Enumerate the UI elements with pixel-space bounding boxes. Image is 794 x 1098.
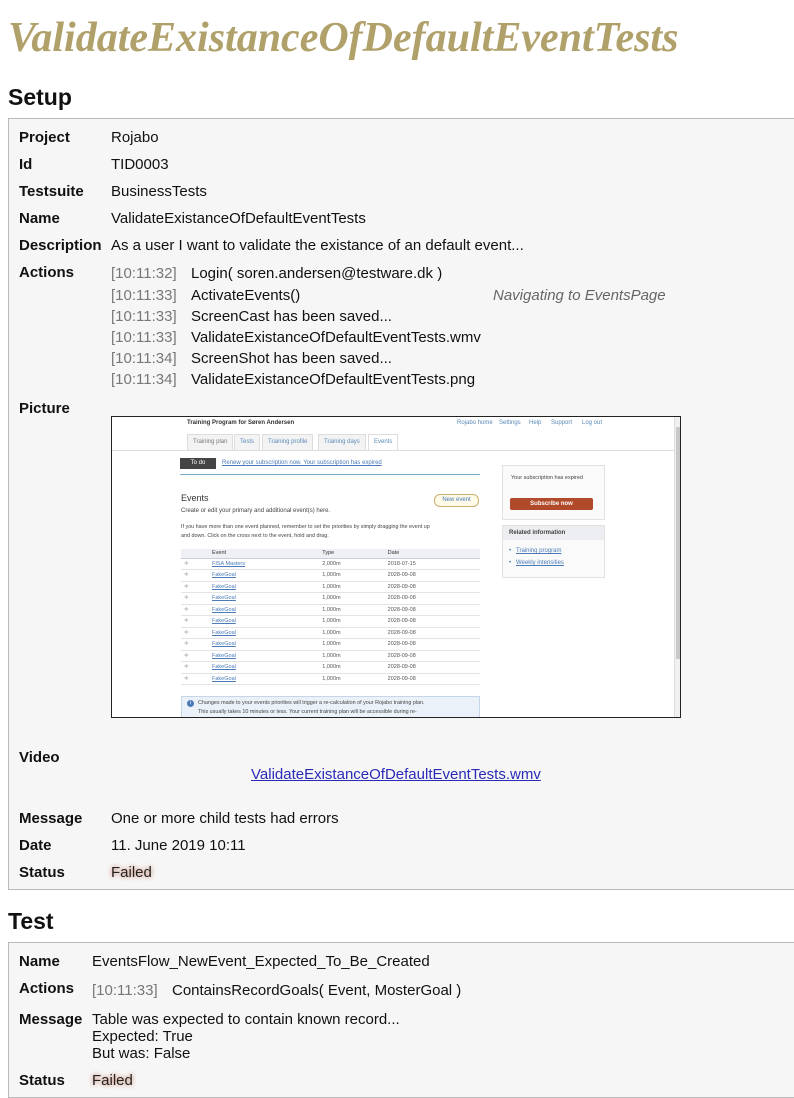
setup-heading: Setup bbox=[8, 84, 72, 110]
action-text: ScreenShot has been saved... bbox=[191, 350, 392, 367]
shot-todo-link: Renew your subscription now. Your subscription has expired bbox=[222, 460, 382, 466]
shot-related-box bbox=[502, 525, 605, 578]
shot-tab-training-profile: Training profile bbox=[262, 434, 313, 450]
shot-subscribe-button: Subscribe now bbox=[510, 498, 593, 510]
drag-handle-icon: ✛ bbox=[181, 662, 209, 674]
shot-cell-event: FakeGoal bbox=[209, 570, 319, 582]
shot-table-row bbox=[181, 650, 480, 662]
test-panel bbox=[8, 942, 794, 1098]
shot-bullet-icon: • bbox=[509, 560, 512, 566]
info-icon: i bbox=[187, 700, 194, 707]
test-message-line: Expected: True bbox=[92, 1028, 193, 1045]
id-value: TID0003 bbox=[111, 156, 169, 173]
shot-col-drag bbox=[181, 549, 209, 558]
shot-table-row bbox=[181, 558, 480, 570]
date-label: Date bbox=[19, 837, 52, 854]
shot-cell-type: 2,000m bbox=[319, 558, 384, 570]
drag-handle-icon: ✛ bbox=[181, 558, 209, 570]
action-text: ValidateExistanceOfDefaultEventTests.wmv bbox=[191, 329, 481, 346]
shot-table-header-row bbox=[181, 549, 480, 558]
shot-related-heading: Related information bbox=[509, 530, 566, 536]
action-text: ActivateEvents() bbox=[191, 287, 301, 304]
testsuite-label: Testsuite bbox=[19, 183, 84, 200]
shot-cell-type: 1,000m bbox=[319, 662, 384, 674]
shot-scrollbar bbox=[674, 417, 681, 718]
description-label: Description bbox=[19, 237, 102, 254]
test-actions-label: Actions bbox=[19, 980, 75, 997]
shot-cell-date: 2028-09-08 bbox=[385, 639, 480, 651]
shot-cell-date: 2028-09-08 bbox=[385, 650, 480, 662]
testsuite-value: BusinessTests bbox=[111, 183, 207, 200]
project-label: Project bbox=[19, 129, 70, 146]
shot-col-type: Type bbox=[319, 549, 384, 558]
shot-cell-date: 2028-09-08 bbox=[385, 662, 480, 674]
project-value: Rojabo bbox=[111, 129, 159, 146]
shot-table-row bbox=[181, 593, 480, 605]
shot-table-row bbox=[181, 604, 480, 616]
shot-cell-date: 2028-09-08 bbox=[385, 570, 480, 582]
video-link[interactable]: ValidateExistanceOfDefaultEventTests.wmv bbox=[251, 766, 541, 783]
shot-cell-date: 2028-09-08 bbox=[385, 627, 480, 639]
shot-table-row bbox=[181, 639, 480, 651]
shot-bullet-icon: • bbox=[509, 548, 512, 554]
message-value: One or more child tests had errors bbox=[111, 810, 339, 827]
name-value: ValidateExistanceOfDefaultEventTests bbox=[111, 210, 366, 227]
shot-cell-type: 1,000m bbox=[319, 673, 384, 685]
test-heading: Test bbox=[8, 908, 54, 934]
video-label: Video bbox=[19, 749, 60, 766]
shot-subscription-box bbox=[502, 465, 605, 520]
shot-table-row bbox=[181, 673, 480, 685]
shot-cell-date: 2018-07-15 bbox=[385, 558, 480, 570]
picture-label: Picture bbox=[19, 400, 70, 417]
shot-related-link-2: Weekly intensities bbox=[516, 560, 564, 566]
description-value: As a user I want to validate the existance of an default event... bbox=[111, 237, 524, 254]
shot-events-heading: Events bbox=[181, 493, 209, 503]
action-time: [10:11:34] bbox=[111, 350, 177, 367]
shot-col-date: Date bbox=[385, 549, 480, 558]
shot-cell-date: 2028-09-08 bbox=[385, 616, 480, 628]
shot-table-row bbox=[181, 662, 480, 674]
test-action-time: [10:11:33] bbox=[92, 982, 158, 999]
test-message-line: But was: False bbox=[92, 1045, 191, 1062]
actions-label: Actions bbox=[19, 264, 75, 281]
shot-header-title: Training Program for Søren Andersen bbox=[187, 420, 295, 426]
shot-cell-type: 1,000m bbox=[319, 650, 384, 662]
test-action-text: ContainsRecordGoals( Event, MosterGoal ) bbox=[172, 982, 462, 999]
shot-cell-event: FISA Masters bbox=[209, 558, 319, 570]
shot-events-sub: Create or edit your primary and additional event(s) here. bbox=[181, 508, 331, 514]
shot-cell-event: FakeGoal bbox=[209, 662, 319, 674]
action-text: Login( soren.andersen@testware.dk ) bbox=[191, 265, 443, 282]
shot-table-row bbox=[181, 616, 480, 628]
shot-table-row bbox=[181, 570, 480, 582]
shot-table-row bbox=[181, 581, 480, 593]
shot-link-support: Support bbox=[551, 420, 573, 426]
id-label: Id bbox=[19, 156, 33, 173]
drag-handle-icon: ✛ bbox=[181, 593, 209, 605]
shot-cell-date: 2028-09-08 bbox=[385, 581, 480, 593]
test-status-badge: Failed bbox=[92, 1072, 133, 1089]
shot-link-settings: Settings bbox=[499, 420, 521, 426]
message-label: Message bbox=[19, 810, 83, 827]
shot-header bbox=[112, 417, 674, 451]
test-name-value: EventsFlow_NewEvent_Expected_To_Be_Created bbox=[92, 953, 430, 970]
shot-table-body bbox=[181, 558, 480, 685]
action-note: Navigating to EventsPage bbox=[493, 287, 666, 304]
shot-cell-event: FakeGoal bbox=[209, 673, 319, 685]
shot-link-help: Help bbox=[529, 420, 542, 426]
test-message-label: Message bbox=[19, 1011, 83, 1028]
shot-table-row bbox=[181, 627, 480, 639]
shot-info-line-2: This usually takes 10 minutes or less. Your current training plan will be accessible during re- bbox=[198, 709, 417, 715]
test-status-label: Status bbox=[19, 1072, 65, 1089]
test-name-label: Name bbox=[19, 953, 60, 970]
action-text: ScreenCast has been saved... bbox=[191, 308, 392, 325]
shot-subscription-text: Your subscription has expired bbox=[511, 475, 583, 481]
shot-scrollbar-thumb bbox=[676, 427, 681, 659]
shot-cell-type: 1,000m bbox=[319, 616, 384, 628]
drag-handle-icon: ✛ bbox=[181, 570, 209, 582]
shot-events-help-2: and down. Click on the cross next to the event, hold and drag. bbox=[181, 533, 329, 539]
shot-related-link-1: Training program bbox=[516, 548, 562, 554]
shot-link-home: Rojabo home bbox=[457, 420, 493, 426]
drag-handle-icon: ✛ bbox=[181, 673, 209, 685]
drag-handle-icon: ✛ bbox=[181, 581, 209, 593]
shot-new-event-button: New event bbox=[434, 494, 479, 507]
drag-handle-icon: ✛ bbox=[181, 650, 209, 662]
shot-cell-event: FakeGoal bbox=[209, 616, 319, 628]
action-time: [10:11:34] bbox=[111, 371, 177, 388]
test-message-line: Table was expected to contain known record... bbox=[92, 1011, 400, 1028]
shot-cell-type: 1,000m bbox=[319, 639, 384, 651]
date-value: 11. June 2019 10:11 bbox=[111, 837, 246, 854]
shot-cell-event: FakeGoal bbox=[209, 639, 319, 651]
shot-tab-tests: Tests bbox=[234, 434, 260, 450]
shot-events-help-1: If you have more than one event planned, remember to set the priorities by simply dragging the event up bbox=[181, 524, 430, 530]
shot-cell-event: FakeGoal bbox=[209, 581, 319, 593]
shot-info-line-1: Changes made to your events priorities will trigger a re-calculation of your Rojabo training plan. bbox=[198, 700, 425, 706]
drag-handle-icon: ✛ bbox=[181, 616, 209, 628]
shot-col-event: Event bbox=[209, 549, 319, 558]
shot-tab-training-plan: Training plan bbox=[187, 434, 233, 450]
status-badge: Failed bbox=[111, 864, 152, 881]
shot-events-table bbox=[181, 549, 480, 685]
name-label: Name bbox=[19, 210, 60, 227]
shot-cell-type: 1,000m bbox=[319, 570, 384, 582]
action-time: [10:11:33] bbox=[111, 329, 177, 346]
drag-handle-icon: ✛ bbox=[181, 627, 209, 639]
shot-tab-training-days: Training days bbox=[318, 434, 366, 450]
shot-divider bbox=[180, 474, 480, 475]
shot-cell-type: 1,000m bbox=[319, 581, 384, 593]
action-time: [10:11:32] bbox=[111, 265, 177, 282]
setup-panel bbox=[8, 118, 794, 890]
action-time: [10:11:33] bbox=[111, 308, 177, 325]
shot-cell-date: 2028-09-08 bbox=[385, 593, 480, 605]
action-text: ValidateExistanceOfDefaultEventTests.png bbox=[191, 371, 476, 388]
status-label: Status bbox=[19, 864, 65, 881]
action-time: [10:11:33] bbox=[111, 287, 177, 304]
screenshot-image[interactable] bbox=[111, 416, 681, 718]
shot-cell-event: FakeGoal bbox=[209, 604, 319, 616]
page-title: ValidateExistanceOfDefaultEventTests bbox=[8, 15, 679, 61]
shot-link-logout: Log out bbox=[582, 420, 603, 426]
shot-cell-type: 1,000m bbox=[319, 604, 384, 616]
shot-cell-event: FakeGoal bbox=[209, 593, 319, 605]
shot-todo-badge: To do bbox=[180, 458, 216, 469]
shot-info-box bbox=[181, 696, 480, 718]
shot-cell-date: 2028-09-08 bbox=[385, 604, 480, 616]
drag-handle-icon: ✛ bbox=[181, 639, 209, 651]
shot-cell-date: 2028-09-08 bbox=[385, 673, 480, 685]
shot-cell-event: FakeGoal bbox=[209, 650, 319, 662]
shot-cell-type: 1,000m bbox=[319, 593, 384, 605]
drag-handle-icon: ✛ bbox=[181, 604, 209, 616]
shot-tab-events: Events bbox=[368, 434, 398, 450]
shot-cell-event: FakeGoal bbox=[209, 627, 319, 639]
shot-cell-type: 1,000m bbox=[319, 627, 384, 639]
